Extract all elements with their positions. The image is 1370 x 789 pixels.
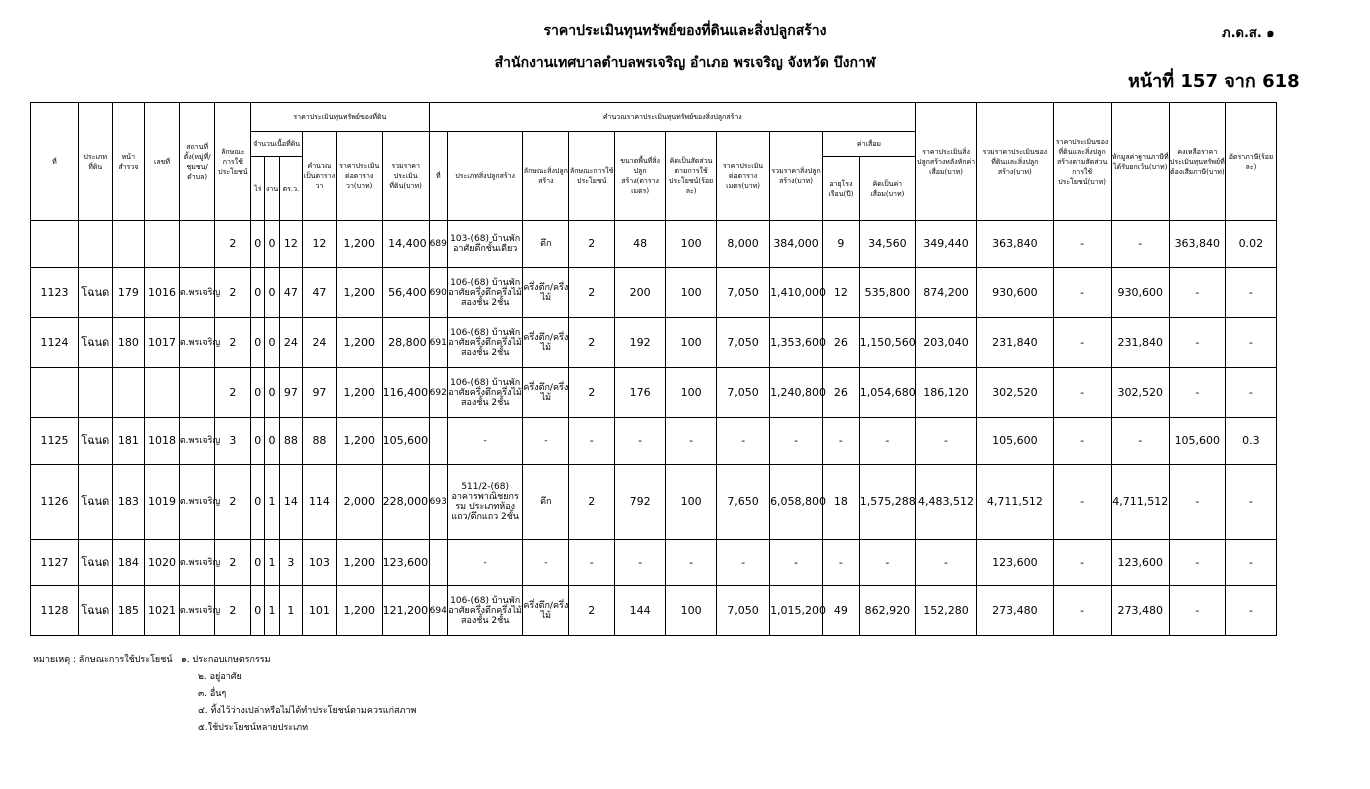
table-row	[31, 268, 1277, 318]
cell-b-type: 106-(68) บ้านพักอาศัยครึ่งตึกครึ่งไม้สองชั้น 2ชั้น	[447, 368, 522, 418]
header-ngan: งาน	[265, 157, 279, 221]
cell-land-total: 228,000	[382, 465, 429, 540]
cell-prop-price: -	[1053, 465, 1111, 540]
cell-b-type: 106-(68) บ้านพักอาศัยครึ่งตึกครึ่งไม้สองชั้น 2ชั้น	[447, 586, 522, 636]
cell-b-style: ครึ่งตึก/ครึ่งไม้	[523, 368, 569, 418]
cell-sq-wa: 88	[303, 418, 337, 465]
cell-use-type: 2	[215, 368, 251, 418]
cell-b-use: 2	[569, 368, 615, 418]
cell-b-no: 692	[429, 368, 447, 418]
cell-b-total: 1,015,200	[770, 586, 823, 636]
cell-exempt: -	[1111, 418, 1169, 465]
cell-b-total: 1,353,600	[770, 318, 823, 368]
cell-b-area: 176	[615, 368, 666, 418]
cell-b-price-per-m: -	[717, 540, 770, 586]
cell-b-no: 690	[429, 268, 447, 318]
cell-b-age: 26	[823, 368, 860, 418]
cell-exempt: 930,600	[1111, 268, 1169, 318]
cell-wa: 47	[279, 268, 302, 318]
cell-b-style: ครึ่งตึก/ครึ่งไม้	[523, 268, 569, 318]
cell-wa: 1	[279, 586, 302, 636]
cell-remaining: -	[1169, 268, 1225, 318]
header-building-total: รวมราคาสิ่งปลูกสร้าง(บาท)	[770, 132, 823, 221]
cell-b-age: 12	[823, 268, 860, 318]
cell-b-net: 4,483,512	[915, 465, 976, 540]
cell-tax-rate: -	[1225, 586, 1276, 636]
cell-land-total: 56,400	[382, 268, 429, 318]
cell-prop-price: -	[1053, 221, 1111, 268]
cell-no: 1123	[31, 268, 79, 318]
cell-use-type: 3	[215, 418, 251, 465]
cell-use-type: 2	[215, 465, 251, 540]
cell-use-type: 2	[215, 318, 251, 368]
cell-number: 1016	[145, 268, 180, 318]
header-page: หน้าสำรวจ	[112, 103, 145, 221]
cell-b-dep: 1,575,288	[859, 465, 915, 540]
cell-b-total: 384,000	[770, 221, 823, 268]
header-building-style: ลักษณะสิ่งปลูกสร้าง	[523, 132, 569, 221]
header-rai: ไร่	[251, 157, 265, 221]
cell-b-net: 874,200	[915, 268, 976, 318]
header-building-dep: คิดเป็นค่าเสื่อม(บาท)	[859, 157, 915, 221]
cell-number: 1021	[145, 586, 180, 636]
cell-b-total: 6,058,800	[770, 465, 823, 540]
cell-grand-total: 363,840	[977, 221, 1053, 268]
cell-location: ต.พรเจริญ	[179, 586, 215, 636]
cell-b-total: 1,240,800	[770, 368, 823, 418]
header-sq-wa: คำนวณเป็นตารางวา	[303, 132, 337, 221]
cell-sq-wa: 101	[303, 586, 337, 636]
cell-b-percent: -	[666, 418, 717, 465]
cell-b-percent: 100	[666, 465, 717, 540]
cell-b-type: 106-(68) บ้านพักอาศัยครึ่งตึกครึ่งไม้สองชั้น 2ชั้น	[447, 268, 522, 318]
table-row	[31, 465, 1277, 540]
page-title: ราคาประเมินทุนทรัพย์ของที่ดินและสิ่งปลูกสร้าง	[543, 23, 827, 39]
cell-price-per-wa: 1,200	[336, 418, 382, 465]
header-building-group: คำนวณราคาประเมินทุนทรัพย์ของสิ่งปลูกสร้าง	[429, 103, 915, 132]
notes-label: หมายเหตุ : ลักษณะการใช้ประโยชน์	[33, 655, 173, 665]
cell-b-net: 203,040	[915, 318, 976, 368]
cell-no	[31, 368, 79, 418]
cell-sq-wa: 97	[303, 368, 337, 418]
cell-tax-rate: -	[1225, 465, 1276, 540]
header-building-age: อายุโรงเรือน(ปี)	[823, 157, 860, 221]
header-no: ที่	[31, 103, 79, 221]
cell-price-per-wa: 1,200	[336, 540, 382, 586]
cell-price-per-wa: 1,200	[336, 318, 382, 368]
cell-b-dep: 535,800	[859, 268, 915, 318]
cell-prop-price: -	[1053, 586, 1111, 636]
cell-b-no	[429, 418, 447, 465]
cell-price-per-wa: 1,200	[336, 368, 382, 418]
header-doc-type: ประเภทที่ดิน	[78, 103, 112, 221]
cell-wa: 3	[279, 540, 302, 586]
office-subtitle: สำนักงานเทศบาลตำบลพรเจริญ อำเภอ พรเจริญ จังหวัด บึงกาฬ	[494, 55, 876, 71]
cell-remaining: 363,840	[1169, 221, 1225, 268]
cell-b-total: -	[770, 418, 823, 465]
cell-sq-wa: 103	[303, 540, 337, 586]
cell-b-style: ครึ่งตึก/ครึ่งไม้	[523, 586, 569, 636]
cell-sq-wa: 24	[303, 318, 337, 368]
cell-wa: 24	[279, 318, 302, 368]
cell-b-type: 103-(68) บ้านพักอาศัยตึกชั้นเดียว	[447, 221, 522, 268]
cell-b-net: 152,280	[915, 586, 976, 636]
cell-wa: 88	[279, 418, 302, 465]
cell-b-age: 9	[823, 221, 860, 268]
cell-ngan: 0	[265, 418, 279, 465]
cell-location: ต.พรเจริญ	[179, 540, 215, 586]
cell-prop-price: -	[1053, 418, 1111, 465]
cell-prop-price: -	[1053, 368, 1111, 418]
note-item: ๑. ประกอบเกษตรกรรม	[181, 655, 271, 665]
cell-land-total: 105,600	[382, 418, 429, 465]
note-item: ๕.ใช้ประโยชน์หลายประเภท	[198, 723, 309, 733]
cell-ngan: 1	[265, 465, 279, 540]
header-building-net: ราคาประเมินสิ่งปลูกสร้างหลังหักค่าเสื่อม(บาท)	[915, 103, 976, 221]
cell-b-area: -	[615, 418, 666, 465]
cell-number: 1017	[145, 318, 180, 368]
cell-b-percent: 100	[666, 268, 717, 318]
table-row	[31, 221, 1277, 268]
cell-page	[112, 221, 145, 268]
cell-b-age: 26	[823, 318, 860, 368]
cell-no: 1125	[31, 418, 79, 465]
cell-remaining: -	[1169, 318, 1225, 368]
cell-b-price-per-m: 7,050	[717, 586, 770, 636]
cell-number	[145, 368, 180, 418]
cell-use-type: 2	[215, 540, 251, 586]
cell-b-use: 2	[569, 268, 615, 318]
cell-b-age: -	[823, 540, 860, 586]
cell-b-type: -	[447, 418, 522, 465]
header-exempt: หักมูลค่าฐานภาษีที่ได้รับยกเว้น(บาท)	[1111, 103, 1169, 221]
cell-doc-type: โฉนด	[78, 268, 112, 318]
cell-b-net: 349,440	[915, 221, 976, 268]
cell-use-type: 2	[215, 268, 251, 318]
header-land-total: รวมราคาประเมินที่ดิน(บาท)	[382, 132, 429, 221]
cell-location	[179, 221, 215, 268]
cell-tax-rate: 0.3	[1225, 418, 1276, 465]
table-row	[31, 540, 1277, 586]
header-depreciation-group: ค่าเสื่อม	[823, 132, 916, 157]
cell-b-no: 694	[429, 586, 447, 636]
cell-b-style: -	[523, 418, 569, 465]
cell-b-use: 2	[569, 465, 615, 540]
cell-grand-total: 231,840	[977, 318, 1053, 368]
cell-grand-total: 4,711,512	[977, 465, 1053, 540]
cell-b-age: 49	[823, 586, 860, 636]
header-location: สถานที่ตั้ง(หมู่ที่/ชุมชน/ตำบล)	[179, 103, 215, 221]
cell-tax-rate: -	[1225, 318, 1276, 368]
cell-no: 1124	[31, 318, 79, 368]
table-row	[31, 586, 1277, 636]
cell-b-style: ตึก	[523, 221, 569, 268]
cell-tax-rate: -	[1225, 268, 1276, 318]
cell-doc-type: โฉนด	[78, 465, 112, 540]
cell-remaining: -	[1169, 368, 1225, 418]
cell-b-total: 1,410,000	[770, 268, 823, 318]
cell-number: 1019	[145, 465, 180, 540]
cell-no: 1128	[31, 586, 79, 636]
cell-b-percent: 100	[666, 586, 717, 636]
cell-b-no: 693	[429, 465, 447, 540]
cell-b-net: -	[915, 540, 976, 586]
cell-rai: 0	[251, 221, 265, 268]
cell-page: 179	[112, 268, 145, 318]
header-price-per-wa: ราคาประเมินต่อตารางวา(บาท)	[336, 132, 382, 221]
cell-page: 181	[112, 418, 145, 465]
cell-land-total: 14,400	[382, 221, 429, 268]
assessment-table	[30, 102, 1277, 636]
cell-page: 183	[112, 465, 145, 540]
cell-grand-total: 930,600	[977, 268, 1053, 318]
cell-price-per-wa: 1,200	[336, 268, 382, 318]
cell-b-area: -	[615, 540, 666, 586]
cell-sq-wa: 114	[303, 465, 337, 540]
cell-land-total: 116,400	[382, 368, 429, 418]
cell-b-dep: 34,560	[859, 221, 915, 268]
cell-land-total: 121,200	[382, 586, 429, 636]
cell-tax-rate: -	[1225, 540, 1276, 586]
header-building-price-per-m: ราคาประเมินต่อตารางเมตร(บาท)	[717, 132, 770, 221]
cell-b-net: -	[915, 418, 976, 465]
header-building-area: ขนาดพื้นที่สิ่งปลูกสร้าง(ตารางเมตร)	[615, 132, 666, 221]
cell-ngan: 0	[265, 221, 279, 268]
cell-b-area: 144	[615, 586, 666, 636]
cell-b-dep: -	[859, 418, 915, 465]
cell-b-no: 689	[429, 221, 447, 268]
header-use-type: ลักษณะการใช้ประโยชน์	[215, 103, 251, 221]
cell-b-type: -	[447, 540, 522, 586]
cell-doc-type	[78, 368, 112, 418]
cell-remaining: -	[1169, 465, 1225, 540]
cell-sq-wa: 12	[303, 221, 337, 268]
cell-no: 1127	[31, 540, 79, 586]
cell-b-percent: 100	[666, 368, 717, 418]
cell-b-total: -	[770, 540, 823, 586]
header-number: เลขที่	[145, 103, 180, 221]
cell-b-percent: 100	[666, 221, 717, 268]
cell-grand-total: 302,520	[977, 368, 1053, 418]
header-building-use: ลักษณะการใช้ประโยชน์	[569, 132, 615, 221]
cell-b-price-per-m: -	[717, 418, 770, 465]
cell-b-no	[429, 540, 447, 586]
cell-ngan: 0	[265, 368, 279, 418]
cell-wa: 14	[279, 465, 302, 540]
cell-b-area: 792	[615, 465, 666, 540]
cell-wa: 12	[279, 221, 302, 268]
header-building-percent: คิดเป็นสัดส่วนตามการใช้ประโยชน์(ร้อยละ)	[666, 132, 717, 221]
cell-use-type: 2	[215, 221, 251, 268]
cell-b-dep: 1,150,560	[859, 318, 915, 368]
table-row	[31, 418, 1277, 465]
cell-no: 1126	[31, 465, 79, 540]
cell-exempt: 273,480	[1111, 586, 1169, 636]
cell-b-area: 192	[615, 318, 666, 368]
cell-rai: 0	[251, 368, 265, 418]
cell-b-price-per-m: 7,050	[717, 318, 770, 368]
cell-prop-price: -	[1053, 318, 1111, 368]
cell-b-price-per-m: 7,650	[717, 465, 770, 540]
cell-number: 1020	[145, 540, 180, 586]
cell-exempt: 302,520	[1111, 368, 1169, 418]
cell-ngan: 0	[265, 318, 279, 368]
cell-b-age: -	[823, 418, 860, 465]
header-building-no: ที่	[429, 132, 447, 221]
header-remaining: คงเหลือราคาประเมินทุนทรัพย์ที่ต้องเสียภาษี(บาท)	[1169, 103, 1225, 221]
cell-b-use: 2	[569, 221, 615, 268]
cell-b-type: 106-(68) บ้านพักอาศัยครึ่งตึกครึ่งไม้สองชั้น 2ชั้น	[447, 318, 522, 368]
cell-doc-type	[78, 221, 112, 268]
cell-number: 1018	[145, 418, 180, 465]
cell-location: ต.พรเจริญ	[179, 268, 215, 318]
header-area-group: จำนวนเนื้อที่ดิน	[251, 132, 303, 157]
cell-b-area: 200	[615, 268, 666, 318]
page-number: หน้าที่ 157 จาก 618	[1128, 71, 1300, 92]
cell-b-dep: 862,920	[859, 586, 915, 636]
cell-ngan: 1	[265, 586, 279, 636]
header-wa: ตร.ว.	[279, 157, 302, 221]
note-item: ๔. ทิ้งไว้ว่างเปล่าหรือไม่ได้ทำประโยชน์ตามควรแก่สภาพ	[198, 706, 417, 716]
cell-no	[31, 221, 79, 268]
cell-b-use: -	[569, 540, 615, 586]
cell-sq-wa: 47	[303, 268, 337, 318]
table-row	[31, 318, 1277, 368]
cell-use-type: 2	[215, 586, 251, 636]
cell-location: ต.พรเจริญ	[179, 465, 215, 540]
cell-b-dep: -	[859, 540, 915, 586]
cell-b-style: ครึ่งตึก/ครึ่งไม้	[523, 318, 569, 368]
cell-exempt: 4,711,512	[1111, 465, 1169, 540]
cell-b-price-per-m: 7,050	[717, 268, 770, 318]
cell-wa: 97	[279, 368, 302, 418]
cell-doc-type: โฉนด	[78, 318, 112, 368]
cell-prop-price: -	[1053, 268, 1111, 318]
cell-doc-type: โฉนด	[78, 540, 112, 586]
cell-b-percent: 100	[666, 318, 717, 368]
cell-price-per-wa: 1,200	[336, 221, 382, 268]
notes-section	[33, 652, 416, 737]
cell-land-total: 123,600	[382, 540, 429, 586]
cell-remaining: -	[1169, 540, 1225, 586]
cell-location: ต.พรเจริญ	[179, 418, 215, 465]
cell-b-use: -	[569, 418, 615, 465]
cell-rai: 0	[251, 318, 265, 368]
cell-b-area: 48	[615, 221, 666, 268]
cell-tax-rate: 0.02	[1225, 221, 1276, 268]
header-land-group: ราคาประเมินทุนทรัพย์ของที่ดิน	[251, 103, 429, 132]
header-prop-price: ราคาประเมินของที่ดินและสิ่งปลูกสร้างตามสัดส่วนการใช้ประโยชน์(บาท)	[1053, 103, 1111, 221]
cell-b-use: 2	[569, 586, 615, 636]
form-code: ภ.ด.ส. ๑	[1222, 26, 1275, 41]
cell-rai: 0	[251, 418, 265, 465]
cell-page: 180	[112, 318, 145, 368]
note-item: ๓. อื่นๆ	[198, 689, 227, 699]
cell-b-use: 2	[569, 318, 615, 368]
cell-remaining: -	[1169, 586, 1225, 636]
cell-price-per-wa: 1,200	[336, 586, 382, 636]
cell-b-price-per-m: 8,000	[717, 221, 770, 268]
cell-exempt: 123,600	[1111, 540, 1169, 586]
cell-ngan: 0	[265, 268, 279, 318]
cell-rai: 0	[251, 540, 265, 586]
cell-location: ต.พรเจริญ	[179, 318, 215, 368]
cell-b-type: 511/2-(68) อาคารพาณิชยกรรม ประเภทห้องแถว/ตึกแถว 2ชั้น	[447, 465, 522, 540]
cell-grand-total: 105,600	[977, 418, 1053, 465]
cell-remaining: 105,600	[1169, 418, 1225, 465]
cell-b-price-per-m: 7,050	[717, 368, 770, 418]
cell-grand-total: 123,600	[977, 540, 1053, 586]
note-item: ๒. อยู่อาศัย	[198, 672, 242, 682]
table-body	[31, 221, 1277, 636]
header-tax-rate: อัตราภาษี(ร้อยละ)	[1225, 103, 1276, 221]
cell-b-percent: -	[666, 540, 717, 586]
header-building-type: ประเภทสิ่งปลูกสร้าง	[447, 132, 522, 221]
cell-page	[112, 368, 145, 418]
cell-rai: 0	[251, 586, 265, 636]
cell-location	[179, 368, 215, 418]
cell-b-style: -	[523, 540, 569, 586]
cell-land-total: 28,800	[382, 318, 429, 368]
cell-doc-type: โฉนด	[78, 586, 112, 636]
cell-rai: 0	[251, 465, 265, 540]
cell-tax-rate: -	[1225, 368, 1276, 418]
cell-number	[145, 221, 180, 268]
cell-exempt: -	[1111, 221, 1169, 268]
cell-b-dep: 1,054,680	[859, 368, 915, 418]
cell-doc-type: โฉนด	[78, 418, 112, 465]
cell-b-style: ตึก	[523, 465, 569, 540]
cell-b-age: 18	[823, 465, 860, 540]
cell-b-no: 691	[429, 318, 447, 368]
header-grand-total: รวมราคาประเมินของที่ดินและสิ่งปลูกสร้าง(บาท)	[977, 103, 1053, 221]
cell-exempt: 231,840	[1111, 318, 1169, 368]
cell-ngan: 1	[265, 540, 279, 586]
cell-rai: 0	[251, 268, 265, 318]
cell-page: 184	[112, 540, 145, 586]
cell-grand-total: 273,480	[977, 586, 1053, 636]
cell-prop-price: -	[1053, 540, 1111, 586]
cell-price-per-wa: 2,000	[336, 465, 382, 540]
cell-b-net: 186,120	[915, 368, 976, 418]
cell-page: 185	[112, 586, 145, 636]
table-row	[31, 368, 1277, 418]
